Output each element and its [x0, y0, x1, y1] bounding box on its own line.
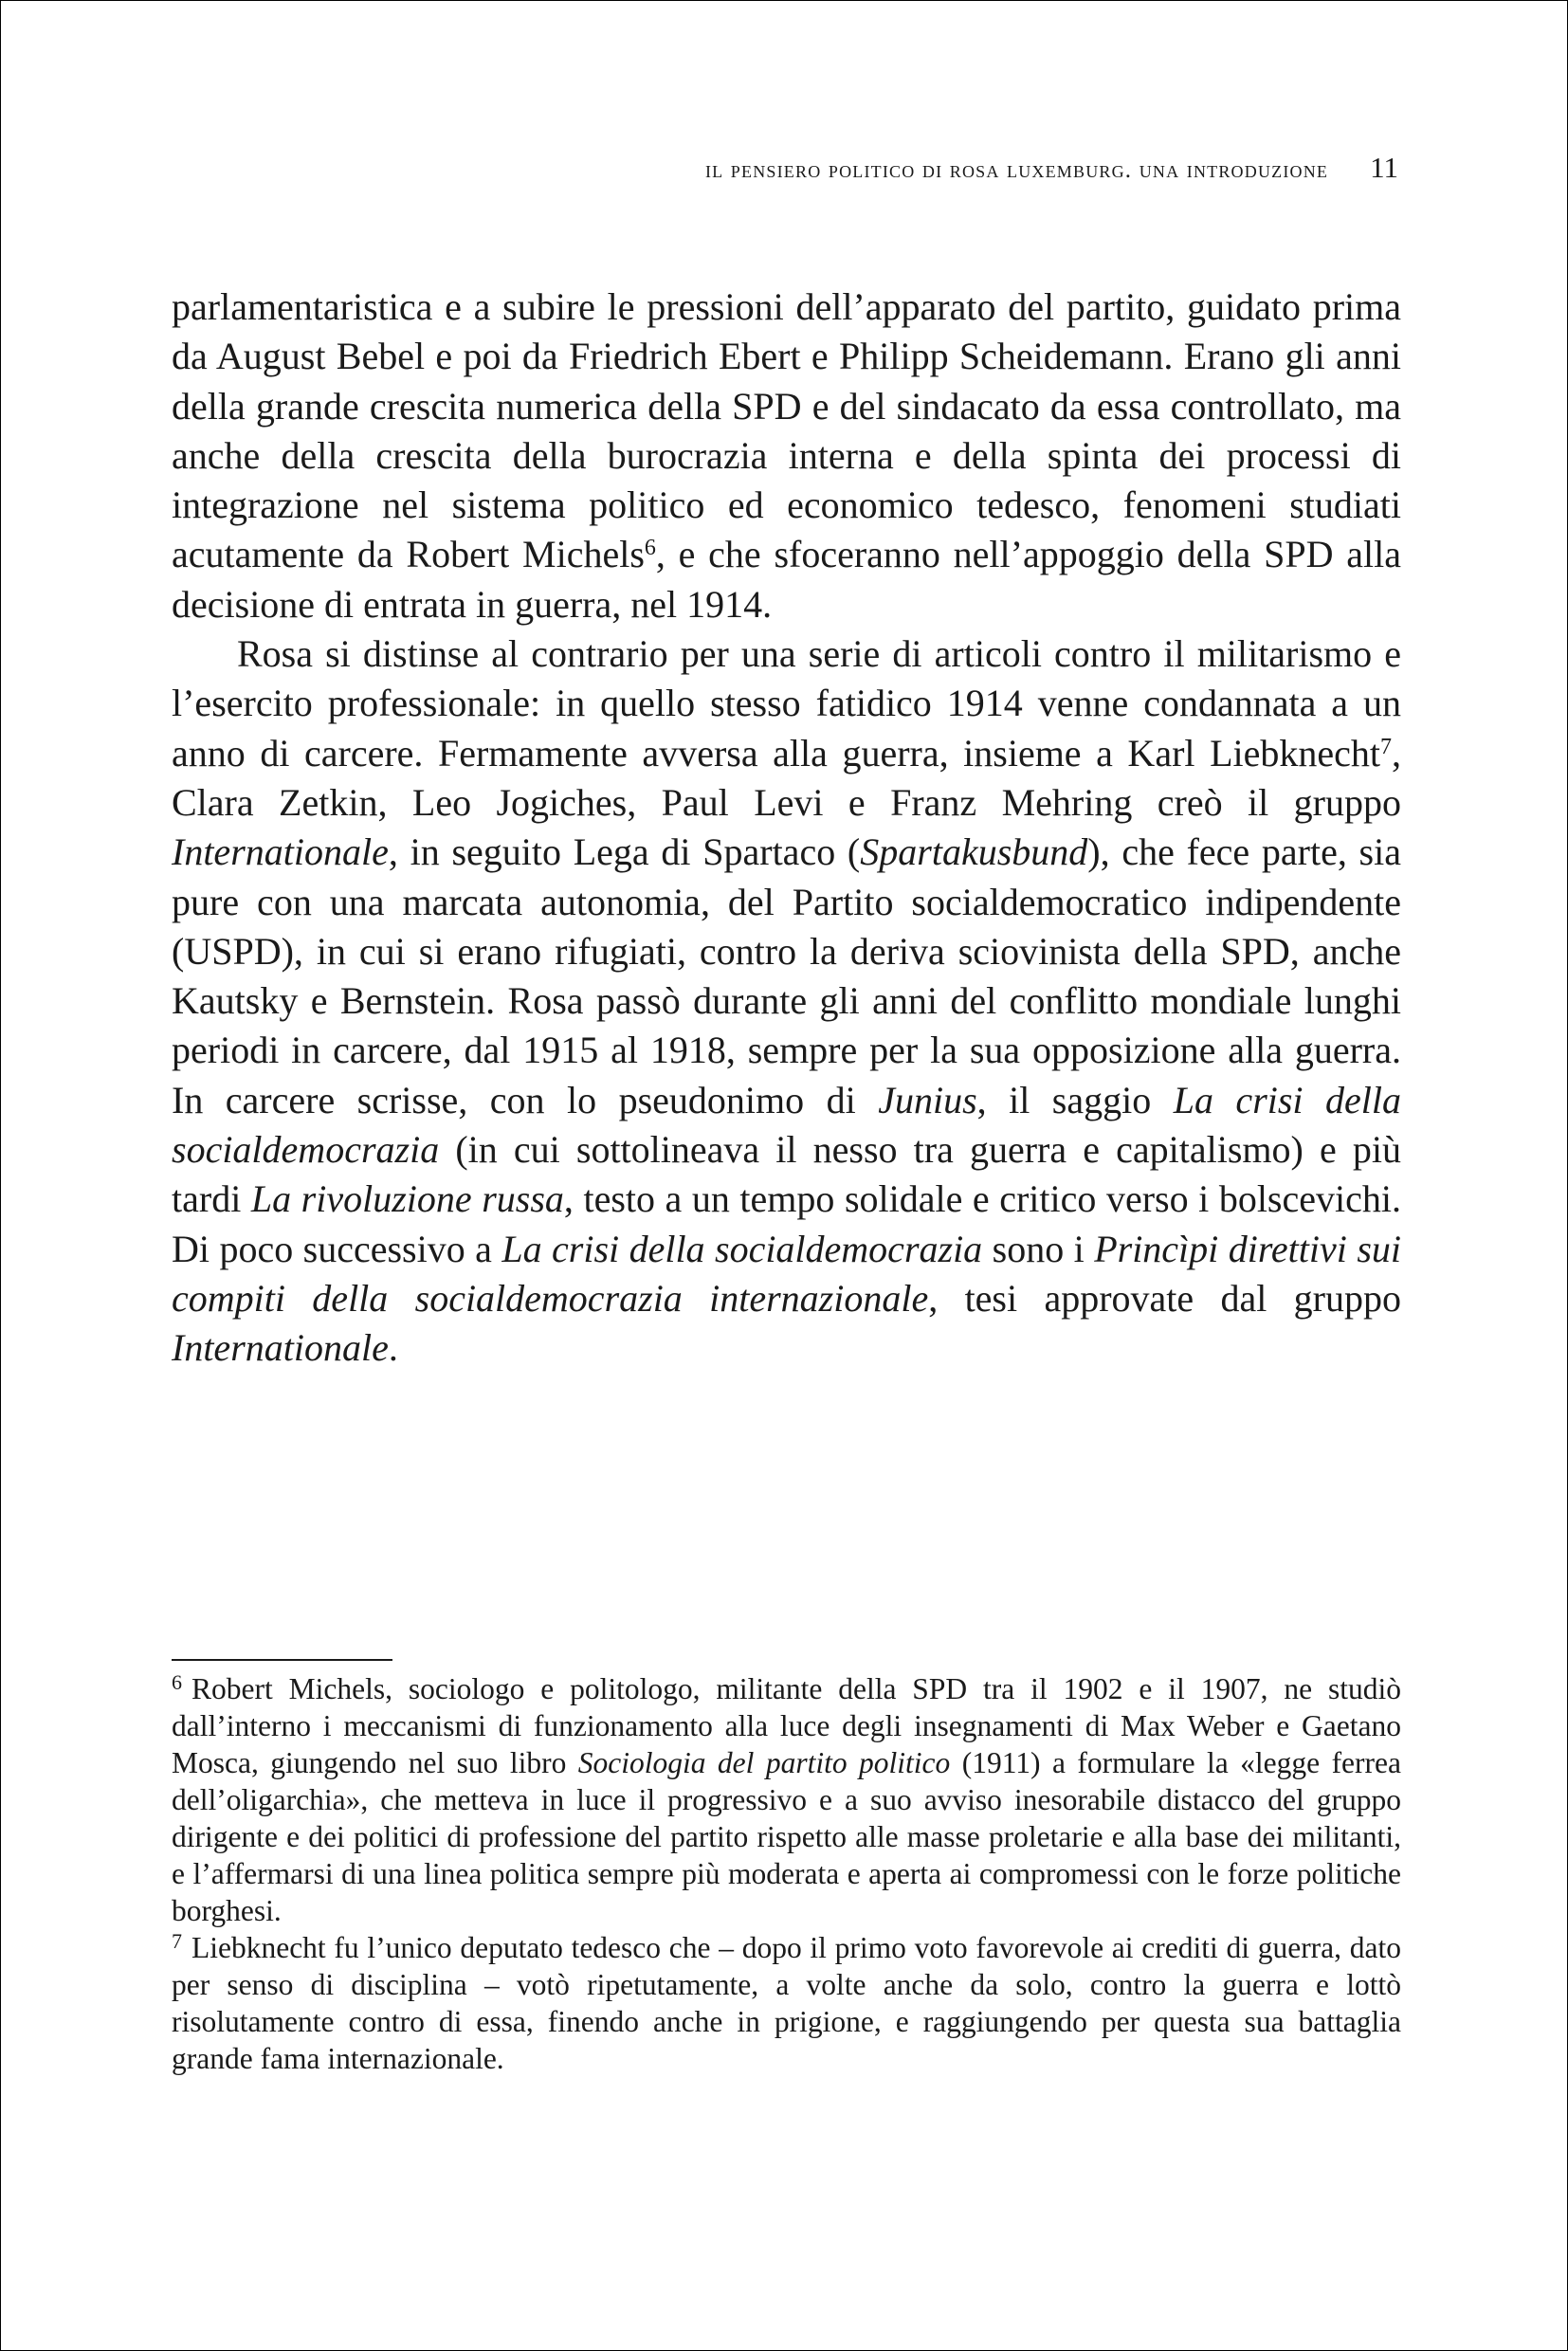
- footnote-6: [172, 1670, 1401, 1929]
- footnote-text: Robert Michels, sociologo e politologo, militante della SPD tra il 1902 e il 1907, ne studiò dall’interno i meccanismi di funzionamento alla luce degli insegnamenti di Max Weber e Gaetano Mosca, giungendo nel suo libro: [172, 1672, 1401, 1779]
- italic-title: Spartakusbund: [860, 830, 1088, 874]
- italic-title: Internationale: [172, 1326, 389, 1370]
- italic-title: La crisi della socialdemocrazia: [172, 1078, 1401, 1172]
- footnote-ref-6[interactable]: 6: [644, 536, 656, 561]
- footnote-text: Liebknecht fu l’unico deputato tedesco che – dopo il primo voto favorevole ai crediti di guerra, dato per senso di disciplina – votò ripetutamente, a volte anche da solo, contro la guerra e lottò risolutamente contro di essa, finendo anche in prigione, e raggiungendo per questa sua battaglia grande fama internazionale.: [172, 1931, 1401, 2075]
- italic-title: La crisi della socialdemocrazia: [501, 1227, 983, 1270]
- footnote-mark: 6: [172, 1670, 182, 1694]
- paragraph-text: , Clara Zetkin, Leo Jogiches, Paul Levi e Franz Mehring creò il gruppo: [172, 731, 1401, 824]
- paragraph-text: , il saggio: [976, 1078, 1174, 1121]
- paragraph-text: sono i: [982, 1227, 1095, 1270]
- paragraph-text: Rosa si distinse al contrario per una serie di articoli contro il militarismo e l’esercito professionale: in quello stesso fatidico 1914 venne condannata a un anno di carcere. Fermamente avversa alla guerra, insieme a Karl Liebknecht: [172, 632, 1401, 775]
- italic-title: La rivoluzione russa: [250, 1177, 564, 1221]
- paragraph-2: [172, 629, 1401, 1373]
- running-head: [172, 151, 1398, 185]
- footnote-separator: [172, 1659, 392, 1661]
- paragraph-text: , e che sfoceranno nell’appoggio della SPD alla decisione di entrata in guerra, nel 1914.: [172, 533, 1401, 626]
- running-title: il pensiero politico di rosa luxemburg. una introduzione: [704, 157, 1329, 183]
- italic-title: Princìpi direttivi sui compiti della socialdemocrazia internazionale: [172, 1227, 1401, 1320]
- italic-title: Internationale: [172, 830, 389, 874]
- paragraph-1: [172, 282, 1401, 629]
- footnote-text: (1911) a formulare la «legge ferrea dell’oligarchia», che metteva in luce il progressivo e a suo avviso inesorabile distacco del gruppo dirigente e dei politici di professione del partito rispetto alle masse proletarie e alla base dei militanti, e l’affermarsi di una linea politica sempre più moderata e aperta ai compromessi con le forze politiche borghesi.: [172, 1746, 1401, 1927]
- footnote-7: [172, 1929, 1401, 2077]
- paragraph-text: parlamentaristica e a subire le pressioni dell’apparato del partito, guidato prima da August Bebel e poi da Friedrich Ebert e Philipp Scheidemann. Erano gli anni della grande crescita numerica della SPD e del sindacato da essa controllato, ma anche della crescita della burocrazia interna e della spinta dei processi di integrazione nel sistema politico ed economico tedesco, fenomeni studiati acutamente da Robert Michels: [172, 285, 1401, 576]
- italic-title: Sociologia del partito politico: [577, 1746, 951, 1779]
- paragraph-text: , testo a un tempo solidale e critico verso i bolscevichi. Di poco successivo a: [172, 1177, 1401, 1270]
- footnote-ref-7[interactable]: 7: [1380, 734, 1392, 759]
- paragraph-text: (in cui sottolineava il nesso tra guerra e capitalismo) e più tardi: [172, 1128, 1401, 1221]
- paragraph-text: .: [388, 1326, 398, 1370]
- italic-title: Junius: [878, 1078, 977, 1121]
- paragraph-text: ), che fece parte, sia pure con una marcata autonomia, del Partito socialdemocratico indipendente (USPD), in cui si erano rifugiati, contro la deriva sciovinista della SPD, anche Kautsky e Bernstein. Rosa passò durante gli anni del conflitto mondiale lunghi periodi in carcere, dal 1915 al 1918, sempre per la sua opposizione alla guerra. In carcere scrisse, con lo pseudonimo di: [172, 830, 1401, 1121]
- main-text: [172, 282, 1401, 1374]
- paragraph-text: , in seguito Lega di Spartaco (: [388, 830, 861, 874]
- paragraph-text: , tesi approvate dal gruppo: [928, 1276, 1401, 1320]
- footnote-mark: 7: [172, 1929, 182, 1953]
- footnotes: [172, 1670, 1401, 2077]
- page-number: 11: [1370, 151, 1398, 184]
